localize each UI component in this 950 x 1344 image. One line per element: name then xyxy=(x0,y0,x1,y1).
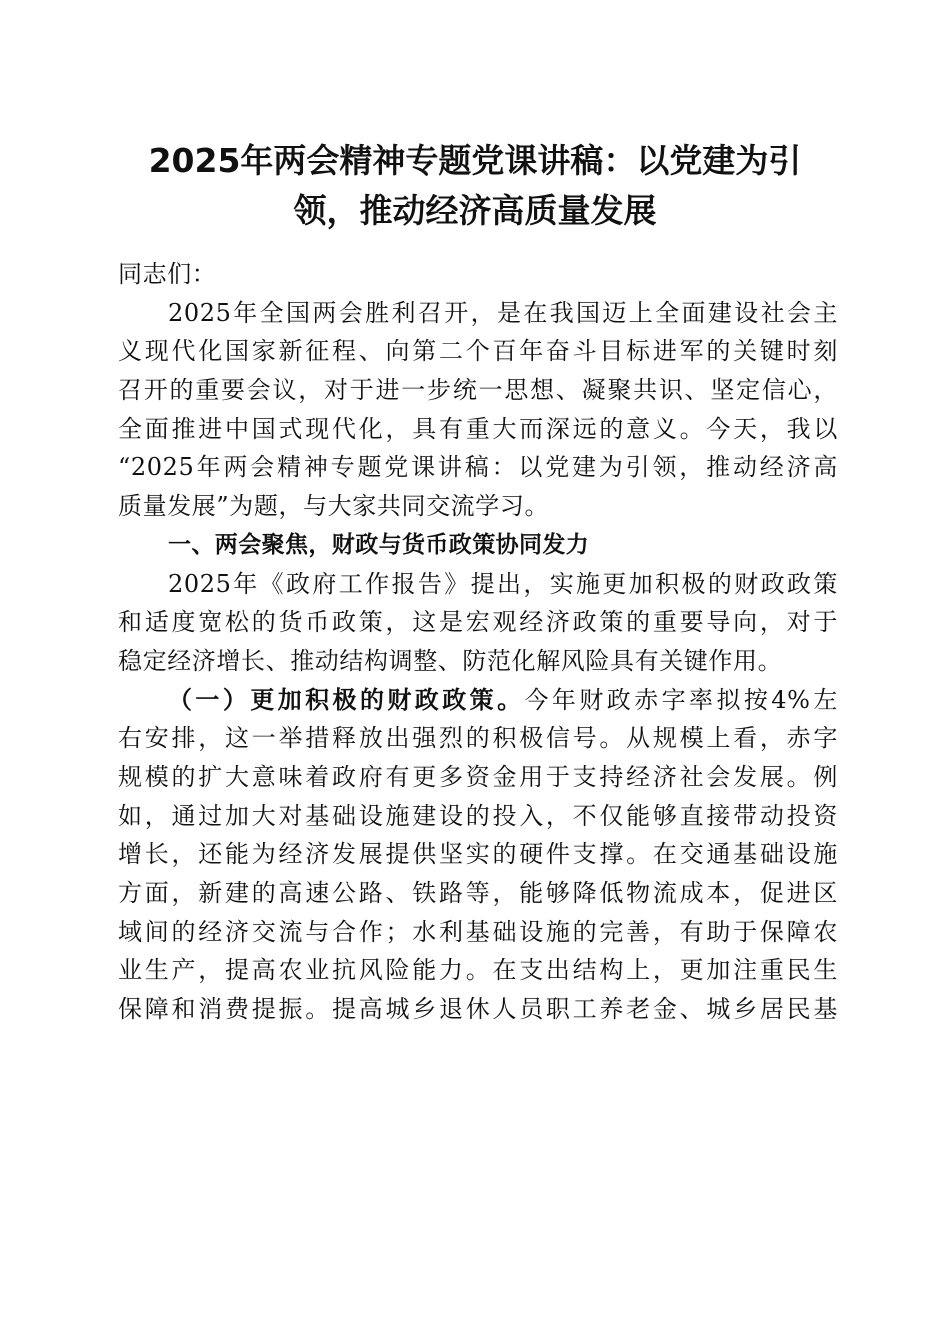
paragraph-line: 规模的扩大意味着政府有更多资金用于支持经济社会发展。例 xyxy=(118,762,838,791)
paragraph-line: 保障和消费提振。提高城乡退休人员职工养老金、城乡居民基 xyxy=(118,995,838,1024)
subsection-text: 今年财政赤字率拟按4%左 xyxy=(524,685,838,714)
paragraph-line: “2025年两会精神专题党课讲稿：以党建为引领，推动经济高 xyxy=(118,453,838,482)
greeting: 同志们： xyxy=(118,260,217,288)
paragraph-line: 如，通过加大对基础设施建设的投入，不仅能够直接带动投资 xyxy=(118,801,838,830)
paragraph-line: 和适度宽松的货币政策，这是宏观经济政策的重要导向，对于 xyxy=(118,608,838,637)
paragraph-policy xyxy=(118,565,838,681)
document-body xyxy=(118,255,838,1029)
paragraph-line: 召开的重要会议，对于进一步统一思想、凝聚共识、坚定信心， xyxy=(118,376,838,405)
paragraph-line: 全面推进中国式现代化，具有重大而深远的意义。今天，我以 xyxy=(118,414,838,443)
paragraph-line: 域间的经济交流与合作；水利基础设施的完善，有助于保障农 xyxy=(118,917,838,946)
paragraph-line: 义现代化国家新征程、向第二个百年奋斗目标进军的关键时刻 xyxy=(118,337,838,366)
paragraph-line xyxy=(118,681,838,720)
paragraph-line: 质量发展”为题，与大家共同交流学习。 xyxy=(118,492,550,521)
paragraph-line: 2025年《政府工作报告》提出，实施更加积极的财政政策 xyxy=(168,569,838,598)
paragraph-line: 稳定经济增长、推动结构调整、防范化解风险具有关键作用。 xyxy=(118,646,783,675)
title-line-2: 领，推动经济高质量发展 xyxy=(293,191,657,230)
paragraph-line: 增长，还能为经济发展提供坚实的硬件支撑。在交通基础设施 xyxy=(118,840,838,869)
paragraph-line: 右安排，这一举措释放出强烈的积极信号。从规模上看，赤字 xyxy=(118,724,838,753)
title-line-1: 2025年两会精神专题党课讲稿：以党建为引 xyxy=(148,141,802,180)
paragraph-fiscal xyxy=(118,681,838,1029)
paragraph-line: 2025年全国两会胜利召开，是在我国迈上全面建设社会主 xyxy=(168,298,838,327)
paragraph-line: 业生产，提高农业抗风险能力。在支出结构上，更加注重民生 xyxy=(118,956,838,985)
document-title xyxy=(118,136,832,236)
section-heading: 一、两会聚焦，财政与货币政策协同发力 xyxy=(168,531,590,558)
paragraph-line: 方面，新建的高速公路、铁路等，能够降低物流成本，促进区 xyxy=(118,879,838,907)
subsection-lead: （一）更加积极的财政政策。 xyxy=(168,684,525,714)
paragraph-intro xyxy=(118,294,838,526)
